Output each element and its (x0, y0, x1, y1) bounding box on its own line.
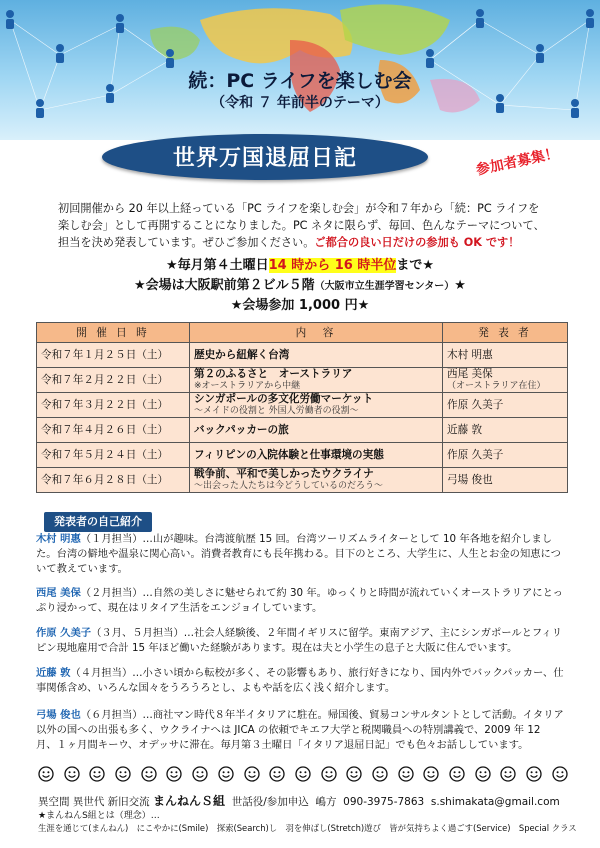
smiley-icon (141, 766, 157, 782)
smiley-icon (115, 766, 131, 782)
footer-about: ★まんねんS組とは（理念）… (38, 811, 160, 821)
footer-motto: 生涯を通じて(まんねん) にこやかに(Smile) 探索(Search)し 羽を伸ばし(Stretch)遊び 皆が気持ちよく過ごす(Service) Special クラス (38, 823, 577, 833)
row-presenter: 木村 明惠 (443, 343, 568, 368)
row-theme (190, 468, 443, 493)
footer-org-line (38, 792, 560, 809)
contact-person: 嶋方 (315, 796, 337, 808)
schedule-header-row (37, 323, 568, 343)
theme-title: フィリピンの入院体験と仕事環境の実態 (194, 449, 384, 461)
smiley-row (38, 766, 568, 782)
smiley-icon (398, 766, 414, 782)
table-row (37, 468, 568, 493)
venue-label-end: ★ (454, 278, 466, 293)
smiley-icon (166, 766, 182, 782)
time-label-end: まで★ (396, 258, 435, 273)
email-address[interactable]: s.shimakata@gmail.com (430, 796, 560, 808)
row-theme (190, 343, 443, 368)
theme-note: ※オーストラリアから中継 (194, 381, 301, 391)
theme-note: ～メイドの役割と 外国人労働者の役割～ (194, 406, 359, 416)
smiley-icon (89, 766, 105, 782)
schedule-table (36, 322, 568, 493)
smiley-icon (192, 766, 208, 782)
table-row (37, 418, 568, 443)
event-series-title: 続：PC ライフを楽しむ会 (188, 70, 412, 92)
smiley-icon (552, 766, 568, 782)
row-presenter: 近藤 敦 (443, 418, 568, 443)
theme-title: 戦争前、平和で美しかったウクライナ (194, 468, 374, 480)
bio-text: （３月、５月担当）…社会人経験後、２年間イギリスに留学。東南アジア、主にシンガポールとフィリピン現地雇用で合計 15 年ほど働いた経験があります。現在は夫と小学生の息子と大阪に住んでいます。 (36, 627, 563, 654)
time-label: ★毎月第４土曜日 (165, 258, 269, 273)
smiley-icon (423, 766, 439, 782)
presenter-note: （オーストラリア在住） (447, 381, 546, 391)
row-theme (190, 393, 443, 418)
table-row (37, 343, 568, 368)
presenters-section-badge: 発表者の自己紹介 (44, 512, 152, 532)
org-name: まんねんＳ組 (153, 794, 226, 808)
bio-name: 近藤 敦 (36, 667, 71, 679)
page-title: 世界万国退屈日記 (172, 146, 357, 171)
schedule-info-fee: ★会場参加 1,000 円★ (230, 298, 370, 313)
theme-note: ～出会った人たちは今どうしているのだろう～ (194, 481, 384, 491)
bio-name: 弓場 俊也 (36, 709, 81, 721)
intro-line-3-highlight: ご都合の良い日だけの参加も OK です！ (314, 236, 520, 249)
smiley-icon (218, 766, 234, 782)
intro-line-3 (58, 234, 558, 251)
smiley-icon (295, 766, 311, 782)
smiley-icon (64, 766, 80, 782)
bio-name: 作原 久美子 (36, 627, 92, 639)
bio-kimura (36, 532, 564, 577)
intro-line-1: 初回開催から 20 年以上経っている「PC ライフを楽しむ会」が令和７年から「続：PC ライフを (58, 202, 540, 215)
smiley-icon (244, 766, 260, 782)
venue-note: （大阪市立生涯学習センター） (314, 281, 455, 292)
bio-name: 木村 明惠 (36, 533, 81, 545)
smiley-icon (38, 766, 54, 782)
smiley-icon (321, 766, 337, 782)
row-theme (190, 443, 443, 468)
theme-title: 第２のふるさと オーストラリア (194, 368, 353, 380)
smiley-icon (500, 766, 516, 782)
row-date: 令和７年４月２６日（土） (37, 418, 190, 443)
theme-title: シンガポールの多文化労働マーケット (194, 393, 374, 405)
row-date: 令和７年２月２２日（土） (37, 368, 190, 393)
bio-text: （４月担当）…小さい頃から転校が多く、その影響もあり、旅行好きになり、国内外でバックパッカー、仕事関係含め、いろんな国々をうろうろとし、よもや話を広く浅く紹介します。 (36, 667, 564, 694)
intro-paragraph (58, 200, 558, 251)
smiley-icon (475, 766, 491, 782)
row-date: 令和７年１月２５日（土） (37, 343, 190, 368)
header-date: 開 催 日 時 (37, 323, 190, 343)
bio-kondo (36, 666, 564, 696)
header-banner (0, 0, 600, 140)
bio-sakuhara (36, 626, 564, 656)
bio-nishio (36, 586, 564, 616)
time-highlight: 14 時から 16 時半位 (268, 258, 397, 273)
bio-text: （２月担当）…自然の美しさに魅せられて約 30 年。ゆっくりと時間が流れていくオーストラリアにとっぷり浸かって、現在はリタイア生活をエンジョイしています。 (36, 587, 563, 614)
intro-line-3-text: 担当を決め発表しています。ぜひご参加ください。 (58, 236, 315, 249)
schedule-info-venue (0, 274, 600, 293)
row-date: 令和７年５月２４日（土） (37, 443, 190, 468)
smiley-icon (449, 766, 465, 782)
theme-title: バックパッカーの旅 (194, 424, 289, 436)
header-presenter: 発 表 者 (443, 323, 568, 343)
table-row (37, 393, 568, 418)
row-presenter: 作原 久美子 (443, 393, 568, 418)
row-theme (190, 418, 443, 443)
table-row (37, 368, 568, 393)
venue-label: ★会場は大阪駅前第２ビル５階 (134, 278, 315, 293)
header-content: 内 容 (190, 323, 443, 343)
presenter-name: 西尾 美保 (447, 368, 493, 380)
row-theme (190, 368, 443, 393)
bio-text: （１月担当）…山が趣味。台湾渡航歴 15 回。台湾ツーリズムライターとして 10 年各地を紹介しました。台湾の僻地や温泉に関心高い。消費者教育にも長年携わる。目下のところ、大学生に、人生とお金の知恵について教えています。 (36, 533, 561, 575)
smiley-icon (526, 766, 542, 782)
event-series-subtitle: （令和 ７ 年前半のテーマ） (211, 95, 389, 111)
bio-yuba (36, 708, 564, 753)
smiley-icon (269, 766, 285, 782)
row-presenter: 作原 久美子 (443, 443, 568, 468)
row-date: 令和７年３月２２日（土） (37, 393, 190, 418)
row-presenter (443, 368, 568, 393)
bio-text: （６月担当）…商社マン時代８年半イタリアに駐在。帰国後、貿易コンサルタントとして活動。イタリア以外の国への出張も多く、ウクライナへは JICA の依頼でキエフ大学と税関職員への特別講義で、2009 年 12 月、１ヶ月間キーウ、オデッサに滞在。毎月第３土曜日「イタリア退屈日記」でも色々お話ししています。 (36, 709, 564, 751)
recruit-badge: 参加者募集！ (474, 145, 561, 179)
org-prefix: 異空間 異世代 新旧交流 (38, 796, 150, 808)
contact-label: 世話役/参加申込 (231, 796, 309, 808)
phone-number: 090-3975-7863 (343, 796, 425, 808)
row-date: 令和７年６月２８日（土） (37, 468, 190, 493)
theme-title: 歴史から紐解く台湾 (194, 349, 290, 361)
intro-line-2: 楽しむ会」として再開することになりました。PC ネタに限らず、毎回、色んなテーマについて、 (58, 219, 545, 232)
row-presenter: 弓場 俊也 (443, 468, 568, 493)
schedule-info-time (0, 254, 600, 273)
table-row (37, 443, 568, 468)
smiley-icon (346, 766, 362, 782)
smiley-icon (372, 766, 388, 782)
bio-name: 西尾 美保 (36, 587, 81, 599)
